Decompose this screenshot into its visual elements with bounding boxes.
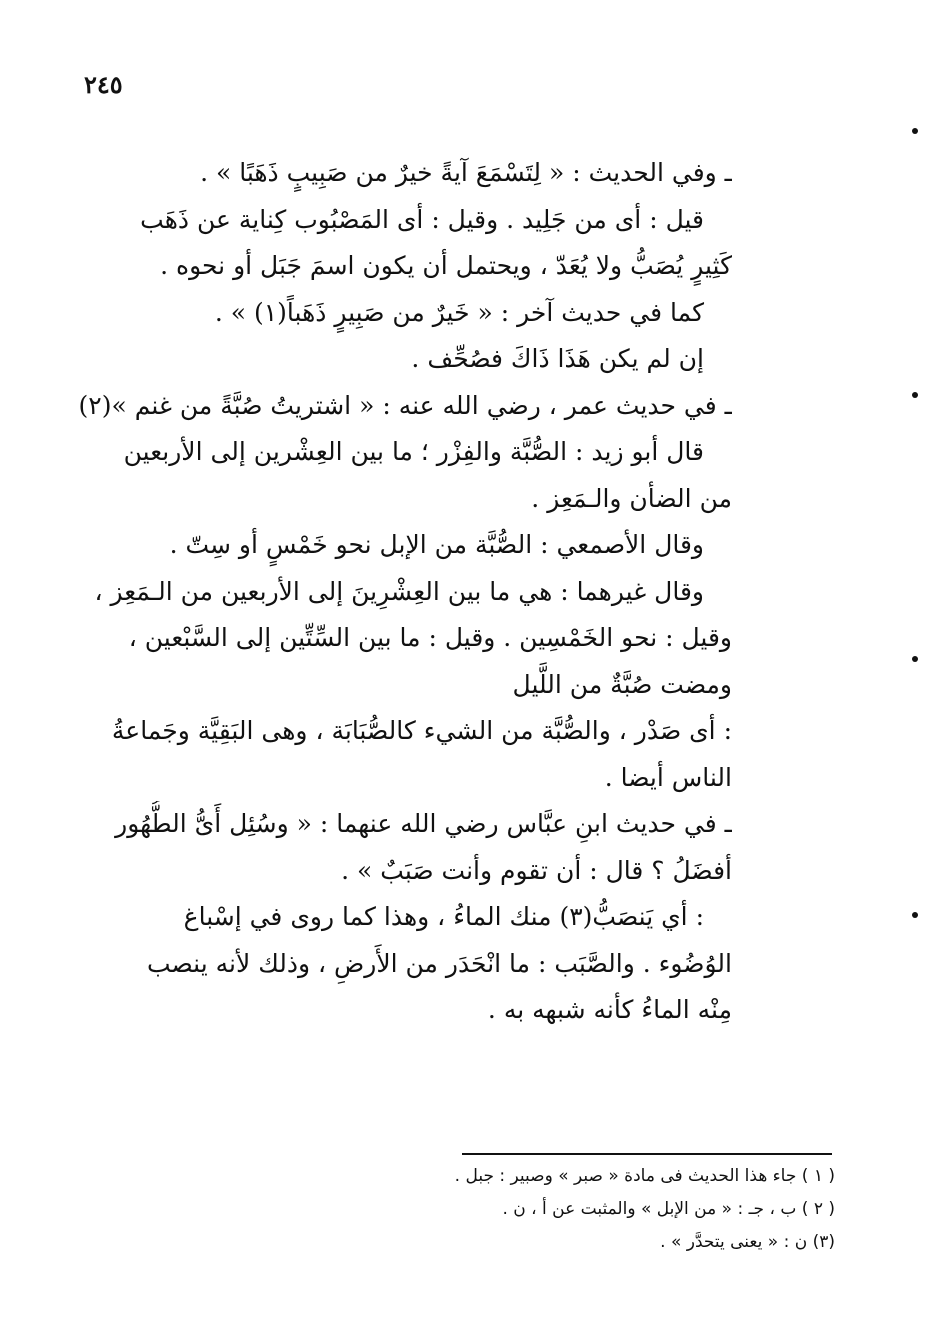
margin-mark [912,392,918,398]
text-line: مِنْه الماءُ كأنه شبهه به . [487,995,732,1024]
text-line: وقال الأصمعي : الصُّبَّة من الإبل نحو خَمْسٍ أو سِتّ . [169,530,704,559]
text-line: ـ في حديث عمر ، رضي الله عنه : « اشتريتُ صُبَّةً من غنم »(٢) [78,390,732,420]
margin-mark [912,656,918,662]
footnote-divider [462,1153,832,1155]
text-line: من الضأن والـمَعِز . [531,483,732,513]
text-line: الوُضُوء . والصَّبَب : ما انْحَدَر من الأَرضِ ، وذلك لأنه ينصب [146,948,732,978]
margin-mark [912,912,918,918]
footnote-2: ( ٢ ) ب ، جـ : « من الإبل » والمثبت عن أ ، ن . [502,1199,835,1219]
text-line: كما في حديث آخر : « خَيرٌ من صَبِيرٍ ذَهَباً(١) » . [214,297,704,327]
text-line: وقال غيرهما : هي ما بين العِشْرِينَ إلى الأربعين من الـمَعِز ، [94,576,704,606]
text-line: : أي يَنصَبُّ(٣) منك الماءُ ، وهذا كما روى في إسْباغ [183,902,704,931]
text-line: وقيل : نحو الخَمْسِين . وقيل : ما بين السِّتِّين إلى السَّبْعين ، [128,623,732,652]
main-text [72,150,732,1034]
text-line: الناس أيضا . [604,762,732,792]
page-number: ٢٤٥ [84,70,123,99]
footnotes [300,1160,835,1259]
footnote-1: ( ١ ) جاء هذا الحديث فى مادة « صبر » وصبير : جبل . [454,1166,835,1186]
text-line: ـ في حديث ابنِ عبَّاس رضي الله عنهما : « وسُئِل أَىُّ الطُّهُور [115,809,732,838]
text-line: كَثِيرٍ يُصَبُّ ولا يُعَدّ ، ويحتمل أن يكون اسمَ جَبَل أو نحوه . [160,251,732,280]
text-line: : أى صَدْر ، والصُّبَّة من الشيء كالصُّبَابَة ، وهى البَقِيَّة وجَماعةُ [111,716,732,745]
text-line: قيل : أى من جَلِيد . وقيل : أى المَصْبُوب كِناية عن ذَهَب [140,204,704,234]
margin-mark [912,128,918,134]
text-line: أفضَلُ ؟ قال : أن تقوم وأنت صَبَبٌ » . [341,855,732,885]
text-line: قال أبو زيد : الصُّبَّة والفِزْر ؛ ما بين العِشْرين إلى الأربعين [123,437,704,466]
text-line: إن لم يكن هَذَا ذَاكَ فصُحِّف . [411,344,704,373]
text-line: ـ وفي الحديث : « لِتَسْمَعَ آيةً خيرٌ من صَبِيبٍ ذَهَبًا » . [200,158,732,187]
text-line: ومضت صُبَّةٌ من اللَّيل [512,669,732,699]
footnote-3: (٣) ن : « يعنى يتحدَّر » . [660,1232,835,1252]
